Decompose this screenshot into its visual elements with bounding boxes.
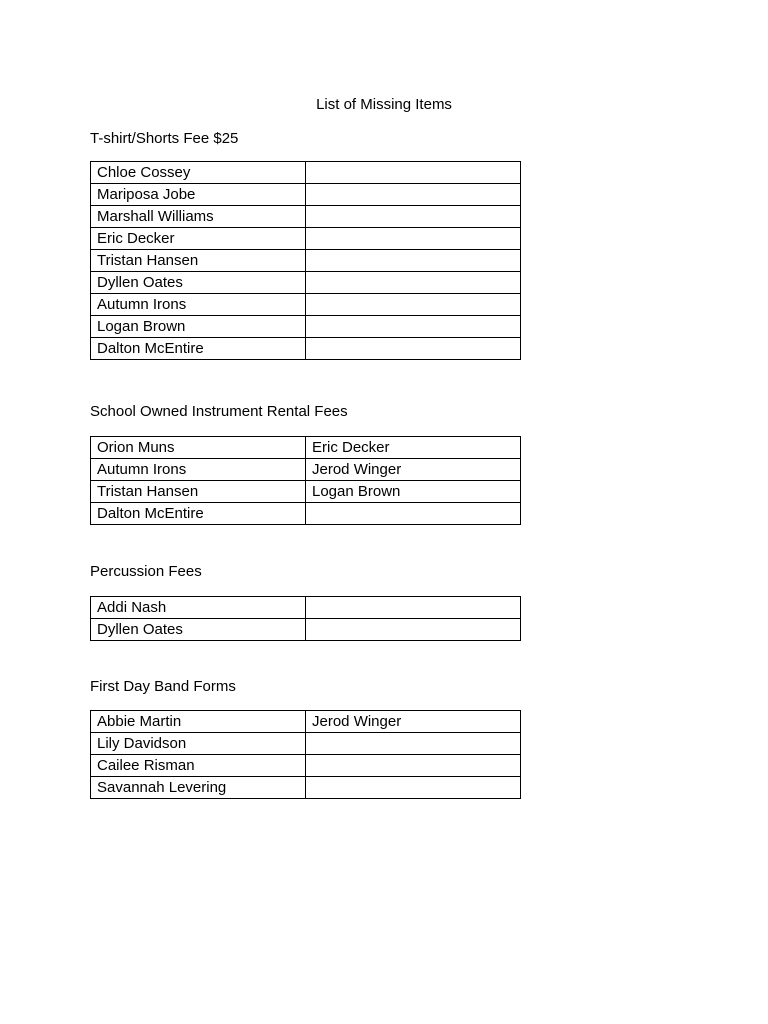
- section-heading-instrument-rental: School Owned Instrument Rental Fees: [90, 403, 348, 420]
- table-row: [91, 711, 521, 733]
- table-row: [91, 437, 521, 459]
- table-row: [91, 250, 521, 272]
- table-cell: Tristan Hansen: [91, 250, 306, 272]
- table-cell: Logan Brown: [306, 481, 521, 503]
- table-row: [91, 481, 521, 503]
- table-row: [91, 503, 521, 525]
- table-cell: Savannah Levering: [91, 777, 306, 799]
- table-row: [91, 206, 521, 228]
- table-cell: Jerod Winger: [306, 711, 521, 733]
- table-row: [91, 459, 521, 481]
- table-cell: Abbie Martin: [91, 711, 306, 733]
- table-row: [91, 228, 521, 250]
- table-cell: Dalton McEntire: [91, 503, 306, 525]
- table-cell: Tristan Hansen: [91, 481, 306, 503]
- table-cell: [306, 294, 521, 316]
- table-row: [91, 294, 521, 316]
- table-row: [91, 162, 521, 184]
- table-cell: [306, 503, 521, 525]
- table-cell: Eric Decker: [91, 228, 306, 250]
- table-cell: [306, 250, 521, 272]
- table-cell: Addi Nash: [91, 597, 306, 619]
- table-cell: Orion Muns: [91, 437, 306, 459]
- table-row: [91, 619, 521, 641]
- table-cell: [306, 755, 521, 777]
- table-cell: Dyllen Oates: [91, 619, 306, 641]
- section-heading-percussion-fees: Percussion Fees: [90, 563, 202, 580]
- table-cell: [306, 338, 521, 360]
- document-title: List of Missing Items: [316, 96, 452, 113]
- table-row: [91, 316, 521, 338]
- section-heading-band-forms: First Day Band Forms: [90, 678, 236, 695]
- table-cell: [306, 228, 521, 250]
- percussion-fees-table: [90, 596, 521, 641]
- table-cell: Autumn Irons: [91, 459, 306, 481]
- table-cell: Dyllen Oates: [91, 272, 306, 294]
- table-cell: [306, 777, 521, 799]
- table-cell: Mariposa Jobe: [91, 184, 306, 206]
- table-cell: Autumn Irons: [91, 294, 306, 316]
- table-cell: Marshall Williams: [91, 206, 306, 228]
- table-cell: [306, 162, 521, 184]
- table-row: [91, 272, 521, 294]
- table-cell: Jerod Winger: [306, 459, 521, 481]
- table-cell: [306, 206, 521, 228]
- table-cell: [306, 733, 521, 755]
- table-cell: [306, 619, 521, 641]
- table-row: [91, 597, 521, 619]
- band-forms-table: [90, 710, 521, 799]
- table-row: [91, 184, 521, 206]
- table-row: [91, 755, 521, 777]
- table-cell: Logan Brown: [91, 316, 306, 338]
- table-row: [91, 733, 521, 755]
- tshirt-fee-table: [90, 161, 521, 360]
- table-cell: [306, 597, 521, 619]
- table-cell: Lily Davidson: [91, 733, 306, 755]
- table-cell: [306, 184, 521, 206]
- table-cell: [306, 316, 521, 338]
- section-heading-tshirt-fee: T-shirt/Shorts Fee $25: [90, 130, 239, 147]
- table-cell: [306, 272, 521, 294]
- table-cell: Dalton McEntire: [91, 338, 306, 360]
- table-row: [91, 777, 521, 799]
- table-row: [91, 338, 521, 360]
- table-cell: Eric Decker: [306, 437, 521, 459]
- table-cell: Chloe Cossey: [91, 162, 306, 184]
- table-cell: Cailee Risman: [91, 755, 306, 777]
- instrument-rental-table: [90, 436, 521, 525]
